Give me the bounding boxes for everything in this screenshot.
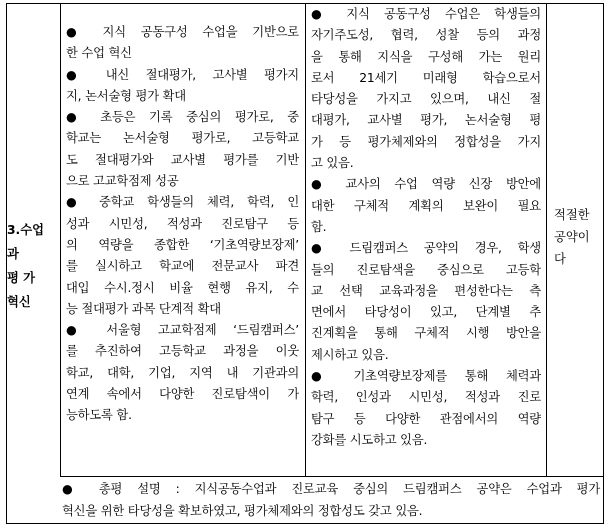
verdict-line: 다: [554, 252, 566, 266]
assessment-line: 로서 21세기 미래형 학습으로서: [311, 70, 541, 85]
verdict-line: 공약이: [554, 230, 590, 244]
pledge-line: 능하도록 함.: [66, 408, 132, 423]
assessment-line: 면에서 타당성이 있고, 단계별 추: [311, 305, 541, 320]
pledge-line: 연계 속에서 다양한 진로탐색이 가: [66, 387, 299, 402]
column-divider: [546, 3, 547, 476]
assessment-line: 제시하고 있음.: [311, 347, 389, 362]
pledge-line: 를 실시하고 학교에 전문교사 파견: [66, 259, 299, 274]
assessment-line: 가 등 평가체제와의 정합성을 가지: [311, 134, 541, 149]
pledge-line: 능 절대평가 과목 단계적 확대: [66, 301, 221, 316]
assessment-line: ● 교사의 수업 역량 신장 방안에: [311, 177, 541, 192]
assessment-line: 함.: [311, 219, 327, 234]
pledge-content-cell: [66, 22, 299, 427]
pledge-line: ● 중학교 학생들의 체력, 학력, 인: [66, 195, 299, 210]
category-line: 과: [7, 247, 19, 261]
assessment-line: ● 지식 공동구성 수업은 학생들의: [311, 7, 541, 21]
assessment-line: 학력, 인성과 시민성, 적성과 진로: [311, 390, 541, 405]
pledge-line: 학교는 논서술형 평가로, 고등학교: [66, 131, 299, 146]
assessment-cell: [311, 4, 541, 451]
assessment-line: 고 있음.: [311, 156, 354, 171]
column-divider: [305, 3, 306, 476]
assessment-line: 자기주도성, 협력, 성찰 등의 과정: [311, 28, 541, 43]
pledge-line: ● 서울형 고교학점제 ‘드림캠퍼스’: [66, 323, 299, 338]
summary-line: ● 총평 설명 : 지식공동수업과 진로교육 중심의 드림캠퍼스 공약은 수업과 평가: [62, 482, 600, 496]
summary-line: 혁신을 위한 타당성을 확보하였고, 평가체제와의 정합성도 갖고 있음.: [62, 504, 423, 518]
assessment-line: 대한 구체적 계획의 보완이 필요: [311, 198, 541, 213]
pledge-line: 를 추진하여 고등학교 과정을 이웃: [66, 344, 299, 359]
assessment-line: 교 선택 교육과정을 편성한다는 측: [311, 283, 541, 298]
pledge-line: 도 절대평가와 교사별 평가를 기반: [66, 152, 299, 167]
assessment-line: 탐구 등 다양한 관점에서의 역량: [311, 411, 541, 426]
pledge-line: ● 지식 공동구성 수업을 기반으로: [66, 25, 299, 39]
assessment-line: 대평가, 교사별 평가, 논서술형 평: [311, 113, 541, 128]
column-divider: [60, 3, 61, 476]
category-cell: [7, 218, 60, 314]
verdict-cell: [548, 204, 603, 270]
verdict-line: 적절한: [554, 208, 590, 222]
pledge-line: 의 역량을 종합한 ‘기초역량보장제’: [66, 237, 299, 252]
pledge-line: ● 내신 절대평가, 고사별 평가지: [66, 67, 299, 82]
assessment-line: 강화를 시도하고 있음.: [311, 432, 428, 447]
pledge-line: 학교, 대학, 기업, 지역 내 기관과의: [66, 365, 299, 380]
assessment-line: ● 기초역량보장제를 통해 체력과: [311, 369, 541, 384]
assessment-line: ● 드림캠퍼스 공약의 경우, 학생: [311, 241, 541, 256]
assessment-line: 을 통해 지식을 구성해 가는 원리: [311, 49, 541, 64]
pledge-line: 지, 논서술형 평가 확대: [66, 88, 186, 103]
assessment-line: 들의 진로탐색을 중심으로 고등학: [311, 262, 541, 277]
pledge-line: 성과 시민성, 적성과 진로탐구 등: [66, 216, 299, 231]
summary-cell: [62, 478, 600, 522]
category-line: 혁신: [7, 295, 31, 309]
pledge-line: 으로 고교학점제 성공: [66, 174, 179, 189]
pledge-line: ● 초등은 기록 중심의 평가로, 중: [66, 110, 299, 125]
row-divider: [60, 476, 604, 477]
category-line: 3.수업: [7, 223, 44, 237]
assessment-line: 진계획을 통해 구체적 시행 방안을: [311, 326, 541, 341]
assessment-line: 타당성을 가지고 있으며, 내신 절: [311, 92, 541, 107]
pledge-line: 대입 수시.정시 비율 현행 유지, 수: [66, 280, 299, 295]
category-line: 평 가: [7, 271, 36, 285]
pledge-line: 한 수업 혁신: [66, 46, 132, 61]
